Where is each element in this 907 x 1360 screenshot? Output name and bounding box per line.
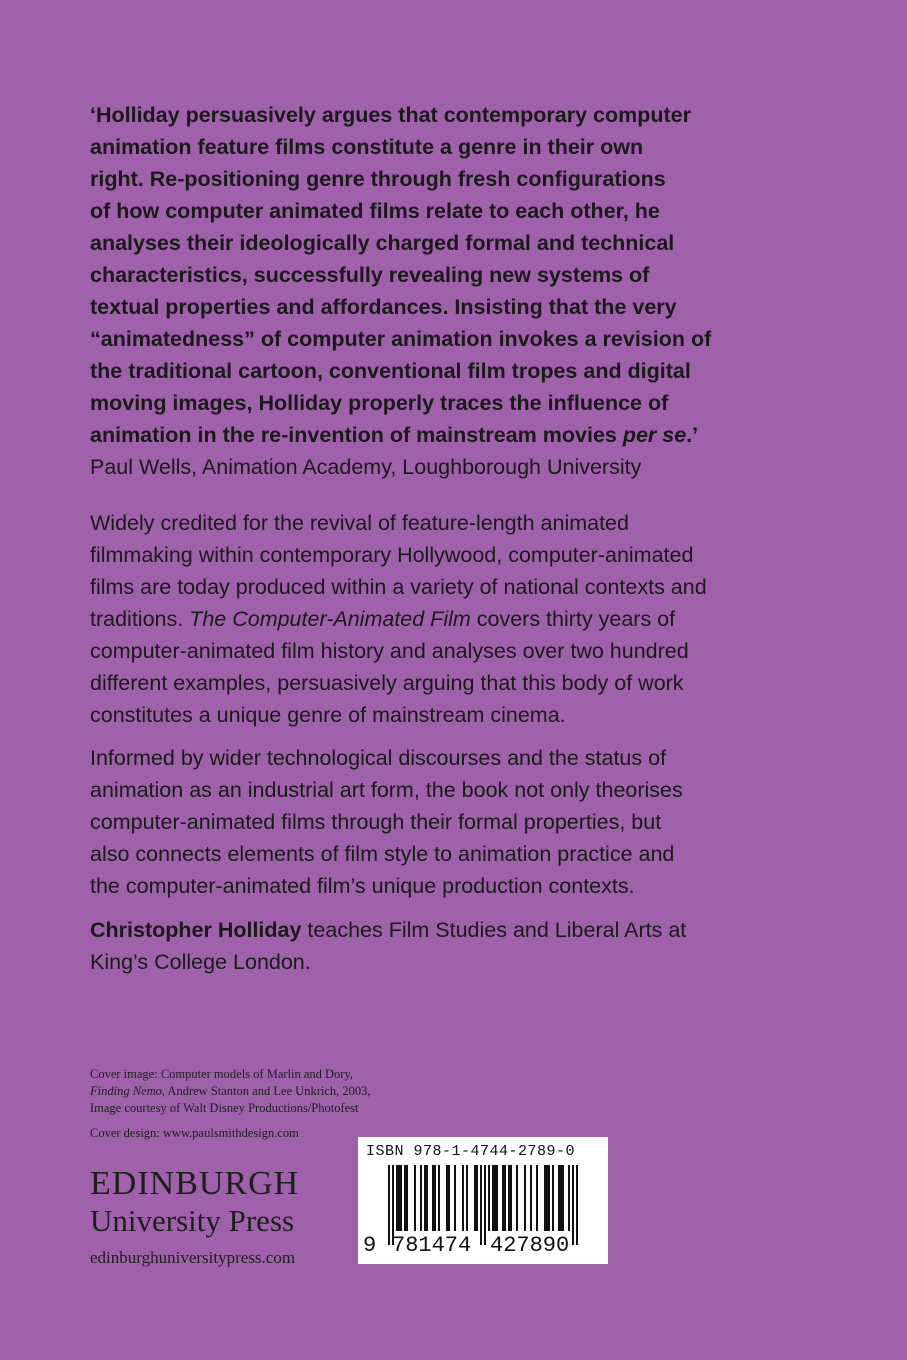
barcode-bar xyxy=(406,1165,408,1231)
film-title: Finding Nemo xyxy=(90,1084,162,1098)
barcode-bar xyxy=(544,1165,546,1231)
description-line: Informed by wider technological discourses and the status of xyxy=(90,746,667,770)
barcode-bar xyxy=(494,1165,496,1231)
quote-line: the traditional cartoon, conventional film tropes and digital xyxy=(90,359,691,383)
barcode-bar xyxy=(488,1165,490,1231)
author-name: Christopher Holliday xyxy=(90,918,302,942)
barcode-bar xyxy=(432,1165,434,1231)
barcode-bar xyxy=(510,1165,512,1231)
barcode-bar xyxy=(396,1165,398,1231)
description-line: computer-animated film history and analyses over two hundred xyxy=(90,639,689,663)
barcode-bar xyxy=(474,1165,476,1231)
barcode-bar xyxy=(420,1165,422,1231)
description-line: computer-animated films through their formal properties, but xyxy=(90,810,662,834)
description-line: films are today produced within a variety of national contexts and xyxy=(90,575,707,599)
quote-attribution: Paul Wells, Animation Academy, Loughborough University xyxy=(90,455,642,479)
author-bio-text: teaches Film Studies and Liberal Arts at xyxy=(301,918,687,942)
barcode-left-digits: 781474 xyxy=(392,1233,472,1258)
description-line: also connects elements of film style to animation practice and xyxy=(90,842,675,866)
barcode-bar xyxy=(502,1165,504,1231)
quote-line: ‘Holliday persuasively argues that contemporary computer xyxy=(90,103,691,127)
barcode-bar xyxy=(426,1165,428,1231)
cover-image-credit-line xyxy=(90,1083,371,1100)
barcode-bar xyxy=(424,1165,426,1231)
author-bio-line xyxy=(90,914,870,946)
cover-image-credit-line: Cover image: Computer models of Marlin and Dory, xyxy=(90,1067,354,1081)
barcode-bar xyxy=(492,1165,494,1231)
barcode-bar xyxy=(504,1165,506,1231)
barcode-bar xyxy=(546,1165,548,1231)
description-line: Widely credited for the revival of feature-length animated xyxy=(90,511,629,535)
description-line xyxy=(90,603,870,635)
quote-line: right. Re-positioning genre through fresh configurations xyxy=(90,167,666,191)
barcode-bar xyxy=(462,1165,464,1231)
quote-line: textual properties and affordances. Insisting that the very xyxy=(90,295,677,319)
description-text: traditions. xyxy=(90,607,190,631)
cover-image-credit-line: Image courtesy of Walt Disney Productions/Photofest xyxy=(90,1101,359,1115)
barcode-bar xyxy=(496,1165,498,1231)
quote-last-start: animation in the re-invention of mainstream movies xyxy=(90,423,623,447)
description-paragraph-2 xyxy=(90,742,870,902)
quote-line: animation feature films constitute a genre in their own xyxy=(90,135,644,159)
quote-italic-per-se: per se xyxy=(622,423,687,447)
barcode-right-digits: 427890 xyxy=(490,1233,570,1258)
description-line: filmmaking within contemporary Hollywood, computer-animated xyxy=(90,543,694,567)
barcode-guard-bar xyxy=(484,1165,486,1245)
book-title: The Computer-Animated Film xyxy=(189,607,471,631)
cover-design-credit: Cover design: www.paulsmithdesign.com xyxy=(90,1126,299,1140)
endorsement-quote xyxy=(90,99,870,483)
barcode-bar xyxy=(516,1165,518,1231)
barcode-bar xyxy=(466,1165,468,1231)
description-line: animation as an industrial art form, the book not only theorises xyxy=(90,778,683,802)
quote-last-end: .’ xyxy=(686,423,699,447)
barcode-bar xyxy=(552,1165,554,1231)
quote-line: analyses their ideologically charged formal and technical xyxy=(90,231,675,255)
barcode-bar xyxy=(558,1165,560,1231)
description-text: covers thirty years of xyxy=(470,607,676,631)
barcode-guard-bar xyxy=(480,1165,482,1245)
author-bio xyxy=(90,914,870,978)
barcode-bar xyxy=(404,1165,406,1231)
barcode-first-digit: 9 xyxy=(363,1233,377,1258)
barcode-bar xyxy=(438,1165,440,1231)
description-paragraph-1 xyxy=(90,507,870,731)
barcode-bar xyxy=(448,1165,450,1231)
description-line: constitutes a unique genre of mainstream cinema. xyxy=(90,703,566,727)
isbn-label: ISBN 978-1-4744-2789-0 xyxy=(366,1143,576,1160)
barcode-bar xyxy=(560,1165,562,1231)
cover-image-credit-text: , Andrew Stanton and Lee Unkrich, 2003, xyxy=(161,1084,371,1098)
cover-credits xyxy=(90,1066,371,1117)
publisher-name-line2: University Press xyxy=(90,1203,295,1238)
barcode-bar xyxy=(454,1165,456,1231)
author-bio-line: King’s College London. xyxy=(90,950,311,974)
barcode-guard-bar xyxy=(572,1165,574,1245)
barcode-bar xyxy=(536,1165,538,1231)
barcode-bar xyxy=(434,1165,436,1231)
barcode-bar xyxy=(400,1165,402,1231)
barcode-bar xyxy=(476,1165,478,1231)
barcode-bar xyxy=(524,1165,526,1231)
barcode-bar xyxy=(446,1165,448,1231)
description-line: the computer-animated film’s unique production contexts. xyxy=(90,874,635,898)
quote-line-last xyxy=(90,419,870,451)
barcode-bar xyxy=(414,1165,416,1231)
quote-line: of how computer animated films relate to each other, he xyxy=(90,199,660,223)
isbn-barcode xyxy=(358,1137,608,1264)
publisher-name-line1: EDINBURGH xyxy=(90,1165,300,1202)
quote-line: “animatedness” of computer animation invokes a revision of xyxy=(90,327,712,351)
barcode-bar xyxy=(562,1165,564,1231)
description-line: different examples, persuasively arguing that this body of work xyxy=(90,671,684,695)
publisher-website: edinburghuniversitypress.com xyxy=(90,1248,296,1267)
barcode-bar xyxy=(398,1165,400,1231)
barcode-bar xyxy=(508,1165,510,1231)
barcode-bar xyxy=(568,1165,570,1231)
quote-line: moving images, Holliday properly traces the influence of xyxy=(90,391,669,415)
barcode-guard-bar xyxy=(388,1165,390,1245)
barcode-bar xyxy=(548,1165,550,1231)
quote-line: characteristics, successfully revealing new systems of xyxy=(90,263,650,287)
barcode-guard-bar xyxy=(576,1165,578,1245)
barcode-bar xyxy=(530,1165,532,1231)
